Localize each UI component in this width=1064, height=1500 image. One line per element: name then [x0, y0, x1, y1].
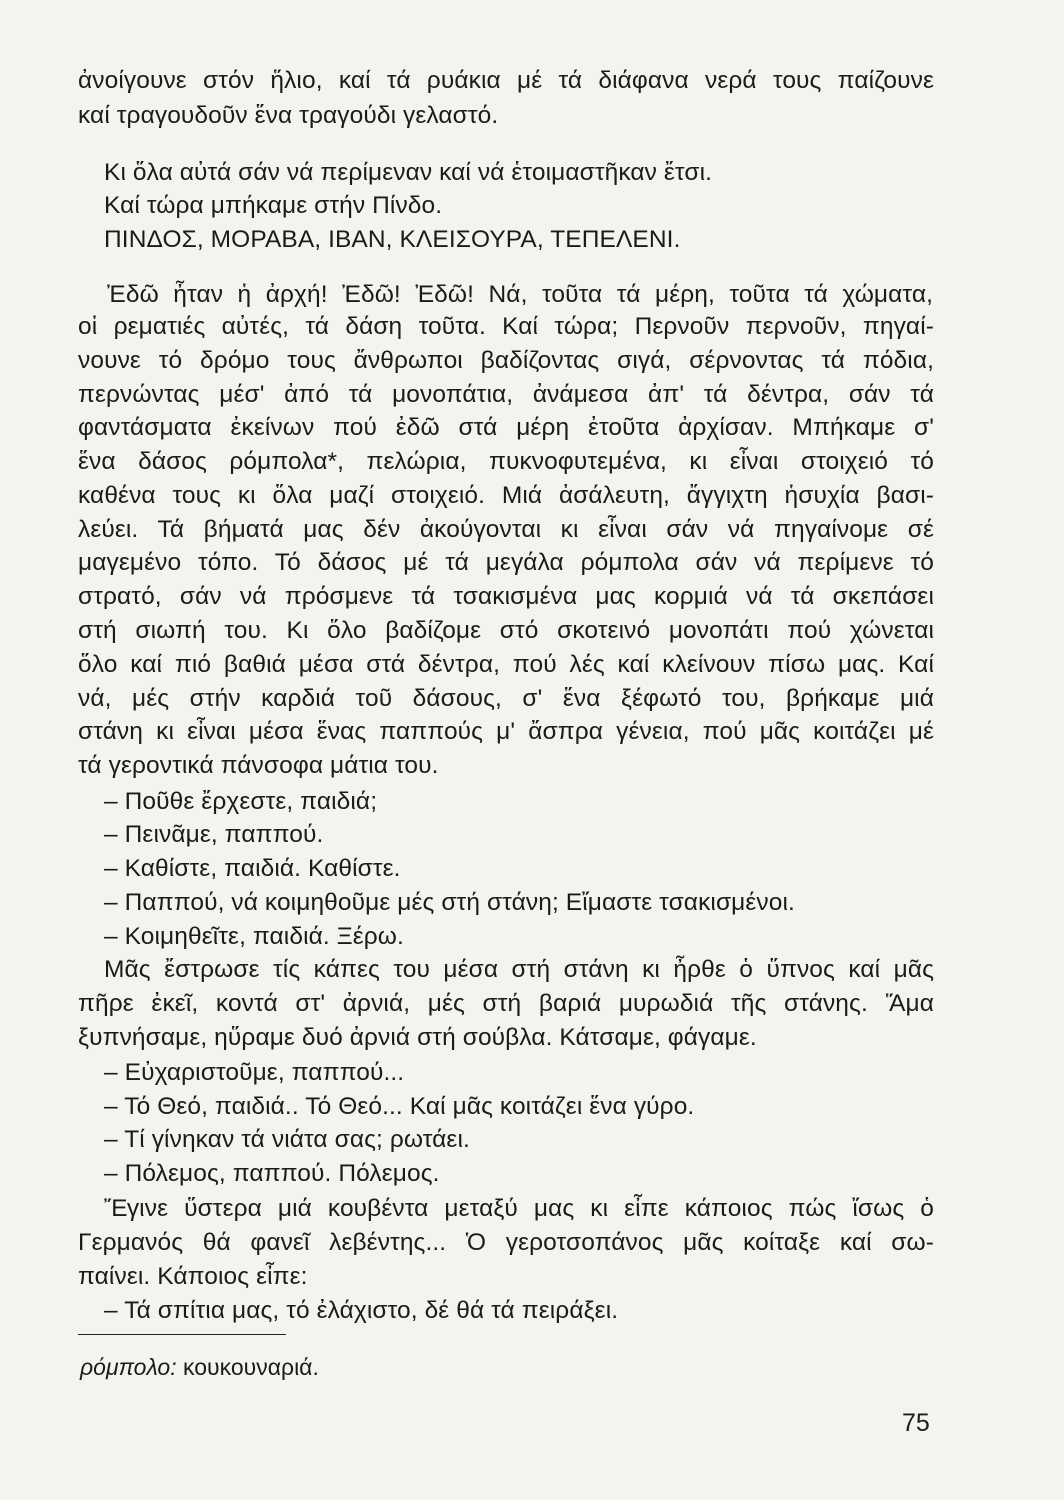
text-line: στή σιωπή του. Κι ὅλο βαδίζομε στό σκοτεινό μονοπάτι πού χώνεται [78, 617, 934, 644]
text-line: Κι ὅλα αὐτά σάν νά περίμεναν καί νά ἑτοιμαστῆκαν ἔτσι. [104, 159, 713, 186]
page-number: 75 [902, 1409, 930, 1437]
footnote-divider [78, 1334, 286, 1335]
dialogue-line: – Παππού, νά κοιμηθοῦμε μές στή στάνη; Εἴμαστε τσακισμένοι. [104, 889, 795, 916]
text-line: οἱ ρεματιές αὐτές, τά δάση τοῦτα. Καί τώρα; Περνοῦν περνοῦν, πηγαί- [78, 313, 934, 340]
text-line: ξυπνήσαμε, ηὕραμε δυό ἀρνιά στή σούβλα. Κάτσαμε, φάγαμε. [78, 1024, 757, 1051]
text-line: Ἐδῶ ἦταν ἡ ἀρχή! Ἐδῶ! Ἐδῶ! Νά, τοῦτα τά μέρη, τοῦτα τά χώματα, [107, 281, 933, 308]
dialogue-line: – Πεινᾶμε, παππού. [104, 821, 324, 848]
footnote [80, 1352, 319, 1382]
text-line: περνώντας μέσ' ἀπό τά μονοπάτια, ἀνάμεσα ἀπ' τά δέντρα, σάν τά [78, 381, 934, 408]
dialogue-line: – Καθίστε, παιδιά. Καθίστε. [104, 855, 401, 882]
text-line: τά γεροντικά πάνσοφα μάτια του. [78, 752, 439, 779]
dialogue-line: – Κοιμηθεῖτε, παιδιά. Ξέρω. [104, 923, 404, 950]
text-line: μαγεμένο τόπο. Τό δάσος μέ τά μεγάλα ρόμπολα σάν νά περίμενε τό [78, 549, 934, 576]
text-line: καί τραγουδοῦν ἕνα τραγούδι γελαστό. [78, 102, 499, 129]
dialogue-line: – Πόλεμος, παππού. Πόλεμος. [104, 1160, 440, 1187]
text-line: Καί τώρα μπήκαμε στήν Πίνδο. [104, 192, 443, 219]
text-line: πῆρε ἐκεῖ, κοντά στ' ἀρνιά, μές στή βαριά μυρωδιά τῆς στάνης. Ἅμα [78, 990, 934, 1017]
text-line: ἕνα δάσος ρόμπολα*, πελώρια, πυκνοφυτεμένα, κι εἶναι στοιχειό τό [78, 448, 934, 475]
dialogue-line: – Εὐχαριστοῦμε, παππού... [104, 1059, 405, 1086]
text-line: Γερμανός θά φανεῖ λεβέντης... Ὁ γεροτσοπάνος μᾶς κοίταξε καί σω- [78, 1229, 934, 1256]
dialogue-line: – Τό Θεό, παιδιά.. Τό Θεό... Καί μᾶς κοιτάζει ἕνα γύρο. [104, 1093, 695, 1120]
text-line: ΠΙΝΔΟΣ, ΜΟΡΑΒΑ, ΙΒΑΝ, ΚΛΕΙΣΟΥΡΑ, ΤΕΠΕΛΕΝΙ. [104, 226, 681, 253]
text-line: λεύει. Τά βήματά μας δέν ἀκούγονται κι εἶναι σάν νά πηγαίνομε σέ [78, 516, 934, 543]
text-line: στάνη κι εἶναι μέσα ἕνας παππούς μ' ἄσπρα γένεια, πού μᾶς κοιτάζει μέ [78, 718, 934, 745]
text-line: νουνε τό δρόμο τους ἄνθρωποι βαδίζοντας σιγά, σέρνοντας τά πόδια, [78, 347, 934, 374]
text-line: νά, μές στήν καρδιά τοῦ δάσους, σ' ἕνα ξέφωτό του, βρήκαμε μιά [78, 685, 934, 712]
text-line: ὅλο καί πιό βαθιά μέσα στά δέντρα, πού λές καί κλείνουν πίσω μας. Καί [78, 651, 934, 678]
footnote-term: ρόμπολο: [80, 1354, 177, 1380]
footnote-definition: κουκουναριά. [183, 1354, 319, 1380]
dialogue-line: – Τά σπίτια μας, τό ἐλάχιστο, δέ θά τά πειράξει. [104, 1297, 619, 1324]
text-line: Μᾶς ἔστρωσε τίς κάπες του μέσα στή στάνη κι ἦρθε ὁ ὕπνος καί μᾶς [104, 956, 934, 983]
dialogue-line: – Τί γίνηκαν τά νιάτα σας; ρωτάει. [104, 1126, 470, 1153]
text-line: φαντάσματα ἐκείνων πού ἐδῶ στά μέρη ἐτοῦτα ἀρχίσαν. Μπήκαμε σ' [78, 414, 934, 441]
text-line: καθένα τους κι ὅλα μαζί στοιχειό. Μιά ἀσάλευτη, ἄγγιχτη ἡσυχία βασι- [78, 482, 934, 509]
text-line: Ἔγινε ὕστερα μιά κουβέντα μεταξύ μας κι εἶπε κάποιος πώς ἴσως ὁ [104, 1195, 934, 1222]
dialogue-line: – Ποῦθε ἔρχεστε, παιδιά; [104, 788, 378, 815]
text-line: παίνει. Κάποιος εἶπε: [78, 1263, 308, 1290]
text-line: στρατό, σάν νά πρόσμενε τά τσακισμένα μας κορμιά νά τά σκεπάσει [78, 583, 934, 610]
text-line: ἀνοίγουνε στόν ἥλιο, καί τά ρυάκια μέ τά διάφανα νερά τους παίζουνε [78, 67, 934, 94]
